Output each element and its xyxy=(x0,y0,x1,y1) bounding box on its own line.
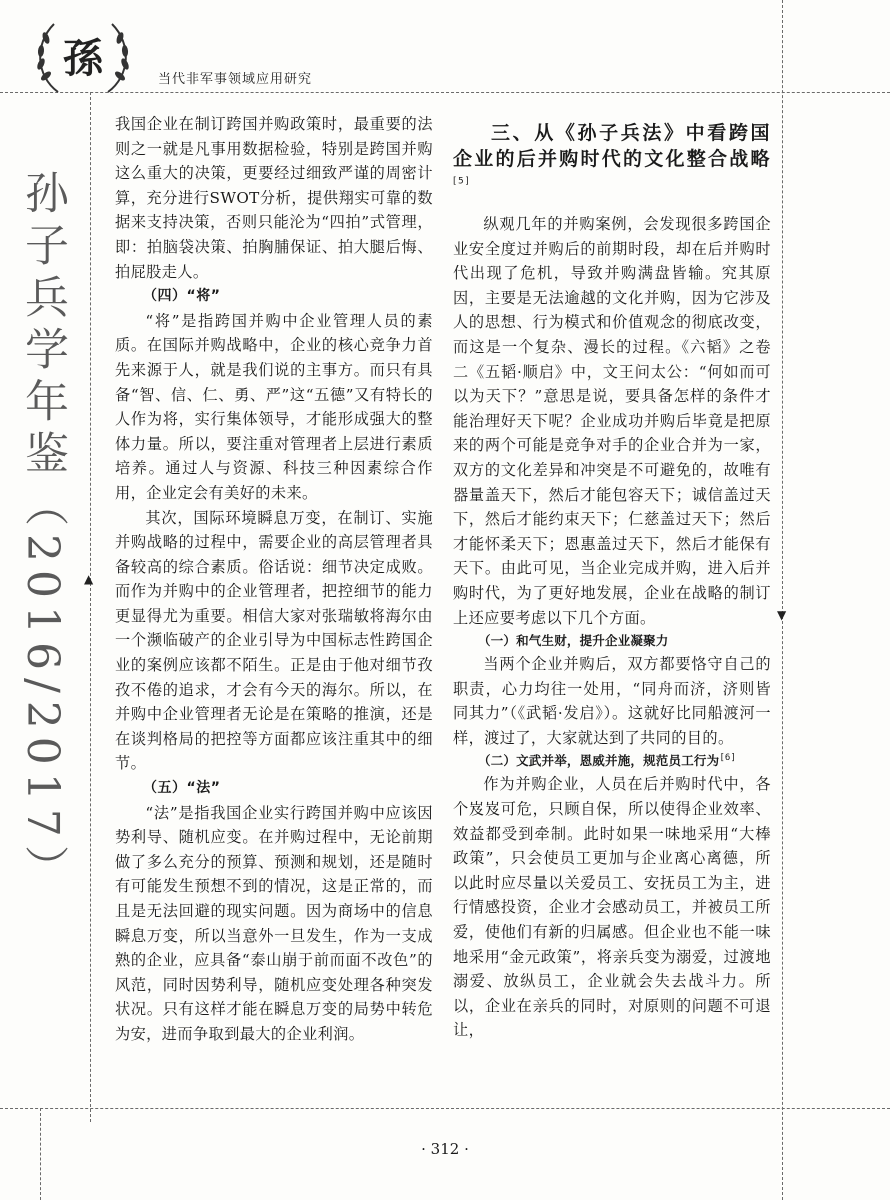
citation-ref: [5] xyxy=(453,176,471,187)
subheading-jiang: （四）“将” xyxy=(143,288,221,305)
footer-divider xyxy=(0,1108,890,1109)
right-column xyxy=(453,112,771,1043)
arrow-up-icon: ▲ xyxy=(84,572,94,586)
right-margin-line xyxy=(782,0,783,1200)
arrow-down-icon: ▼ xyxy=(777,608,787,622)
subheading-fa: （五）“法” xyxy=(143,780,221,797)
page-number: · 312 · xyxy=(421,1140,469,1158)
paragraph: 其次，国际环境瞬息万变，在制订、实施并购战略的过程中，需要企业的高层管理者具备较高的综合素质。俗话说：细节决定成败。而作为并购中的企业管理者，把控细节的能力更显得尤为重要。相信大家对张瑞敏将海尔由一个濒临破产的企业引导为中国标志性跨国企业的案例应该都不陌生。正是由于他对细节孜孜不倦的追求，才会有今天的海尔。所以，在并购中企业管理者无论是在策略的推演，还是在谈判格局的把控等方面都应该注重其中的细节。 xyxy=(115,508,433,773)
left-margin-line xyxy=(90,92,91,1122)
journal-section-title: 当代非军事领域应用研究 xyxy=(158,72,313,87)
citation-ref: [6] xyxy=(719,753,737,764)
journal-logo xyxy=(28,14,138,98)
subheading-2: （二）文武并举，恩威并施，规范员工行为[6] xyxy=(478,753,737,769)
section-heading: 三、从《孙子兵法》中看跨国企业的后并购时代的文化整合战略[5] xyxy=(453,122,771,187)
yearbook-vertical-title: 孙子兵学年鉴（2016/2017） xyxy=(17,170,68,897)
paragraph: “法”是指我国企业实行跨国并购中应该因势利导、随机应变。在并购过程中，无论前期做了多么充分的预算、预测和规划，还是随时有可能发生预想不到的情况，这是正常的，而且是无法回避的现实问题。因为商场中的信息瞬息万变，所以当意外一旦发生，作为一支成熟的企业，应具备“泰山崩于前而面不改色”的风范，同时因势利导，随机应变处理各种突发状况。只有这样才能在瞬息万变的局势中转危为安，进而争取到最大的企业利润。 xyxy=(115,803,433,1043)
svg-text:孫: 孫 xyxy=(63,36,103,82)
paragraph: 当两个企业并购后，双方都要恪守自己的职责，心力均往一处用，“同舟而济，济则皆同其力”（《武韬·发启》）。这就好比同船渡河一样，渡过了，大家就达到了共同的目的。 xyxy=(453,655,771,747)
subheading-1: （一）和气生财，提升企业凝聚力 xyxy=(478,633,669,649)
paragraph: 纵观几年的并购案例，会发现很多跨国企业安全度过并购后的前期时段，却在后并购时代出现了危机，导致并购满盘皆输。究其原因，主要是无法逾越的文化并购，因为它涉及人的思想、行为模式和价值观念的彻底改变，而这是一个复杂、漫长的过程。《六韬》之卷二《五韬·顺启》中，文王问太公：“何如而可以为天下？”意思是说，要具备怎样的条件才能治理好天下呢？企业成功并购后毕竟是把原来的两个可能是竞争对手的企业合并为一家，双方的文化差异和冲突是不可避免的，故唯有器量盖天下，然后才能包容天下；诚信盖过天下，然后才能约束天下；仁慈盖过天下；然后才能怀柔天下；恩惠盖过天下，然后才能保有天下。由此可见，当企业完成并购，进入后并购时代，为了更好地发展，企业在战略的制订上还应要考虑以下几个方面。 xyxy=(453,215,771,627)
paragraph: “将”是指跨国并购中企业管理人员的素质。在国际并购战略中，企业的核心竞争力首先来源于人，就是我们说的主事方。而只有具备“智、信、仁、勇、严”这“五德”又有特长的人作为将，实行集体领导，才能形成强大的整体力量。所以，要注重对管理者上层进行素质培养。通过人与资源、科技三种因素综合作用，企业定会有美好的未来。 xyxy=(115,311,433,502)
paragraph: 我国企业在制订跨国并购政策时，最重要的法则之一就是凡事用数据检验，特别是跨国并购这么重大的决策，更要经过细致严谨的周密计算，充分进行SWOT分析，提供翔实可靠的数据来支持决策，否则只能沦为“四拍”式管理，即：拍脑袋决策、拍胸脯保证、拍大腿后悔、拍屁股走人。 xyxy=(115,115,433,281)
paragraph: 作为并购企业，人员在后并购时代中，各个岌岌可危，只顾自保，所以使得企业效率、效益都受到牵制。此时如果一味地采用“大棒政策”，只会使员工更加与企业离心离德，所以此时应尽量以关爱员工、安抚员工为主，进行情感投资，企业才会感动员工，并被员工所爱，使他们有新的归属感。但企业也不能一味地采用“金元政策”，将亲兵变为溺爱，过渡地溺爱、放纵员工，企业就会失去战斗力。所以，企业在亲兵的同时，对原则的问题不可退让， xyxy=(453,775,771,1040)
left-column xyxy=(115,112,433,1047)
